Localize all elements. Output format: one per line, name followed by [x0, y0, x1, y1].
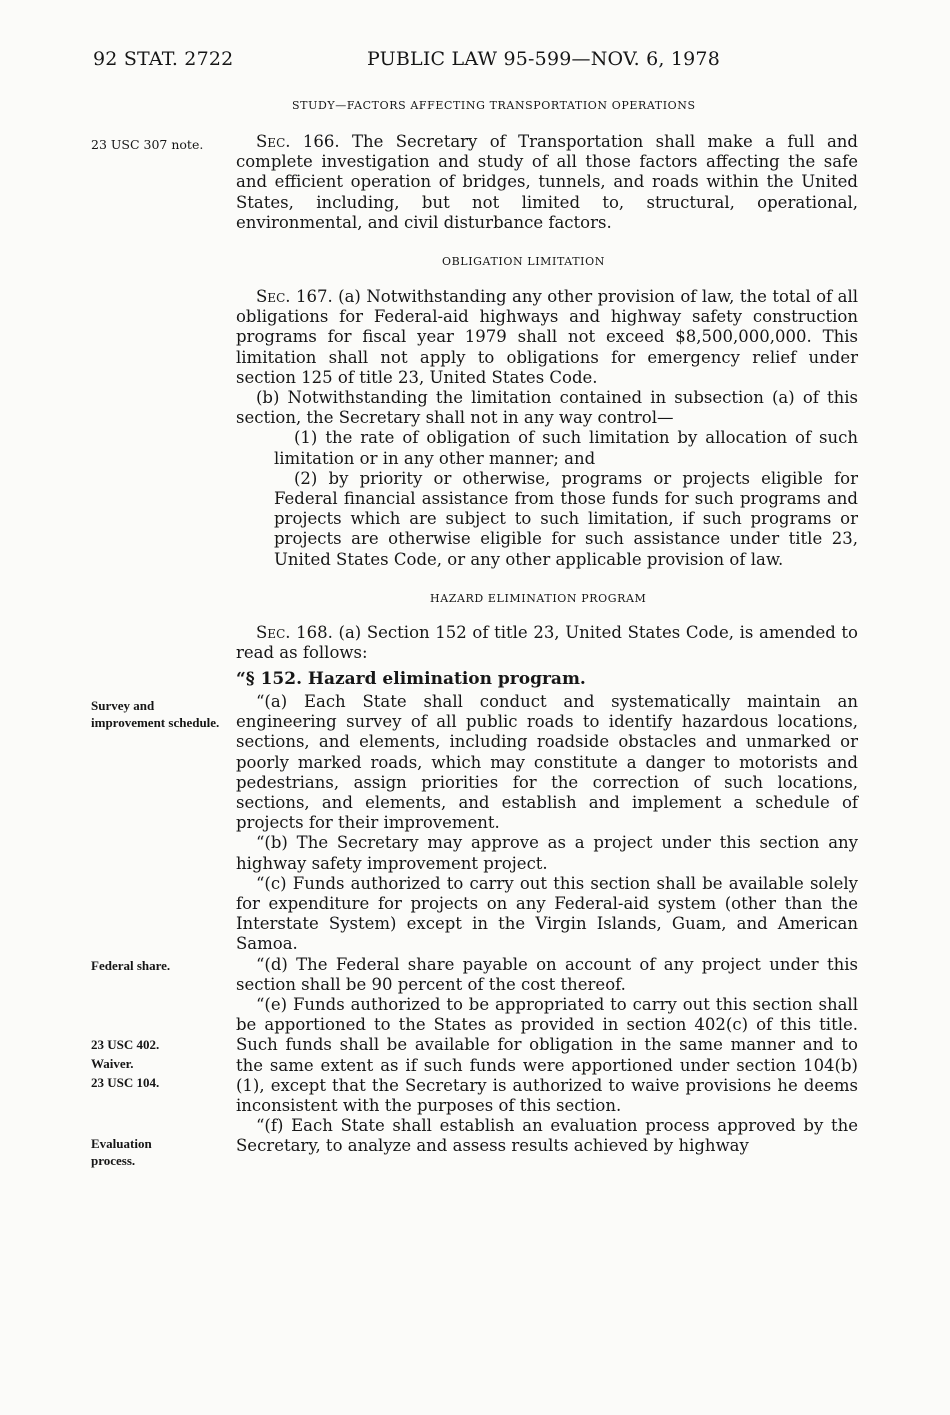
section-167-item-1: (1) the rate of obligation of such limitation by allocation of such limitation or in any other manner; and	[274, 428, 858, 468]
section-heading-168: HAZARD ELIMINATION PROGRAM	[430, 592, 647, 605]
section-166-paragraph: Sec. 166. The Secretary of Transportation shall make a full and complete investigation and study of all those factors affecting the safe and efficient operation of bridges, tunnels, and roads within the United States, including, but not limited to, structural, operational, environmental, and civil disturbance factors.	[236, 132, 858, 232]
subsection-title-152: “§ 152. Hazard elimination program.	[236, 669, 586, 689]
subsection-152-a: “(a) Each State shall conduct and systematically maintain an engineering survey of all public roads to identify hazardous locations, sections, and elements, including roadside obstacles and unmarked or poorly marked roads, which may constitute a danger to motorists and pedestrians, assign priorities for the correction of such locations, sections, and elements, and establish and implement a schedule of projects for their improvement.	[236, 692, 858, 833]
subsection-152-d: “(d) The Federal share payable on account of any project under this section shall be 90 percent of the cost thereof.	[236, 954, 858, 994]
margin-note-survey: Survey and improvement schedule.	[91, 698, 220, 730]
page-title: PUBLIC LAW 95-599—NOV. 6, 1978	[367, 48, 720, 70]
margin-note-federal-share: Federal share.	[91, 958, 171, 973]
section-167-paragraph-a: Sec. 167. (a) Notwithstanding any other provision of law, the total of all obligations for Federal-aid highways and highway safety construction programs for fiscal year 1979 shall not exceed $8,500,000,000. This limitation shall not apply to obligations for emergency relief under section 125 of title 23, United States Code.	[236, 287, 858, 387]
section-166-body	[236, 132, 858, 233]
sec-label: Sec.	[256, 623, 291, 642]
section-167-item-2: (2) by priority or otherwise, programs or projects eligible for Federal financial assistance from those funds for such programs and projects which are subject to such limitation, if such programs or projects are otherwise eligible for such assistance under title 23, United States Code, or any other applicable provision of law.	[274, 468, 858, 569]
margin-note-23usc402: 23 USC 402.	[91, 1037, 160, 1052]
sec-label: Sec.	[256, 287, 291, 306]
subsection-152-c: “(c) Funds authorized to carry out this section shall be available solely for expenditure for projects on any Federal-aid system (other than the Interstate System) except in the Virgin Islands, Guam, and American Samoa.	[236, 873, 858, 954]
section-168-intro	[236, 623, 858, 663]
subsection-152-b: “(b) The Secretary may approve as a project under this section any highway safety improvement project.	[236, 833, 858, 873]
section-167-paragraph-b: (b) Notwithstanding the limitation contained in subsection (a) of this section, the Secretary shall not in any way control—	[236, 388, 858, 428]
margin-note-23usc104: 23 USC 104.	[91, 1075, 160, 1090]
section-152-body	[236, 692, 858, 1157]
margin-note-waiver: Waiver.	[91, 1056, 134, 1071]
margin-note-23usc307: 23 USC 307 note.	[91, 137, 204, 152]
subsection-152-f: “(f) Each State shall establish an evaluation process approved by the Secretary, to analyze and assess results achieved by highway	[236, 1116, 858, 1156]
sec-label: Sec.	[256, 132, 291, 151]
section-heading-167: OBLIGATION LIMITATION	[442, 255, 605, 268]
section-heading-166: STUDY—FACTORS AFFECTING TRANSPORTATION OPERATIONS	[292, 99, 696, 112]
margin-note-evaluation: Evaluation process.	[91, 1136, 152, 1168]
section-168-paragraph-intro: Sec. 168. (a) Section 152 of title 23, United States Code, is amended to read as follows:	[236, 623, 858, 663]
stat-reference: 92 STAT. 2722	[93, 48, 234, 70]
section-167-body	[236, 287, 858, 570]
subsection-152-e: “(e) Funds authorized to be appropriated to carry out this section shall be apportioned to the States as provided in section 402(c) of this title. Such funds shall be available for obligation in the same manner and to the same extent as if such funds were apportioned under section 104(b)(1), except that the Secretary is authorized to waive provisions he deems inconsistent with the purposes of this section.	[236, 995, 858, 1116]
